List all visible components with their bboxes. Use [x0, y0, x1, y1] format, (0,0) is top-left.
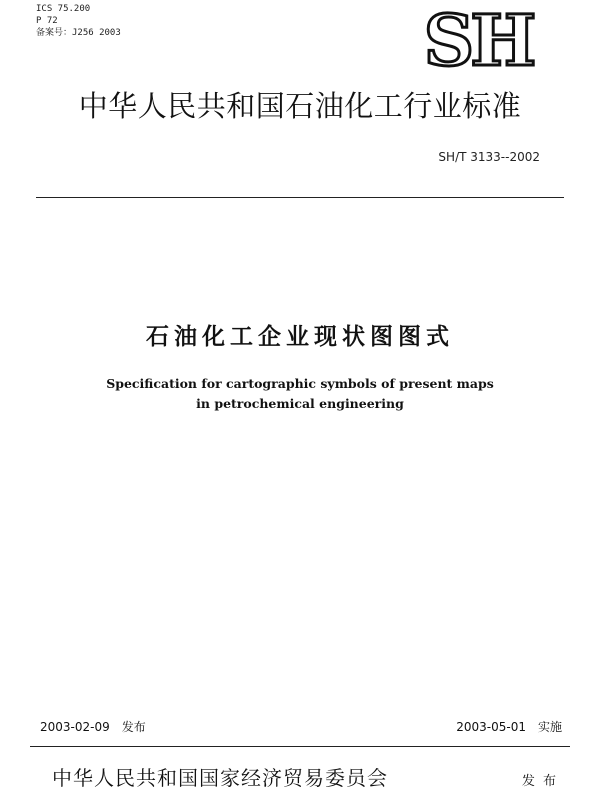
class-code: P 72 — [36, 16, 58, 26]
document-title-en — [0, 374, 600, 414]
issue-date: 2003-02-09 — [40, 720, 110, 734]
standard-number: SH/T 3133--2002 — [438, 150, 540, 164]
document-title-cn: 石油化工企业现状图图式 — [146, 324, 454, 350]
footer-divider — [30, 746, 570, 747]
record-number: 备案号：J256 2003 — [36, 28, 121, 38]
implement-date-block — [456, 718, 562, 735]
publisher-name: 中华人民共和国国家经济贸易委员会 — [52, 766, 388, 790]
implement-label: 实施 — [537, 720, 562, 734]
sh-logo: SH — [423, 0, 533, 82]
header-divider — [36, 197, 564, 198]
publish-label: 发 布 — [521, 774, 558, 789]
ics-code: ICS 75.200 — [36, 4, 91, 14]
implement-date: 2003-05-01 — [456, 720, 526, 734]
standard-category-title: 中华人民共和国石油化工行业标准 — [78, 89, 522, 123]
classification-meta — [36, 3, 121, 39]
issue-date-block — [40, 718, 146, 735]
issue-label: 发布 — [121, 720, 146, 734]
title-en-line-2: in petrochemical engineering — [196, 396, 404, 411]
title-en-line-1: Specification for cartographic symbols of present maps — [106, 376, 494, 391]
